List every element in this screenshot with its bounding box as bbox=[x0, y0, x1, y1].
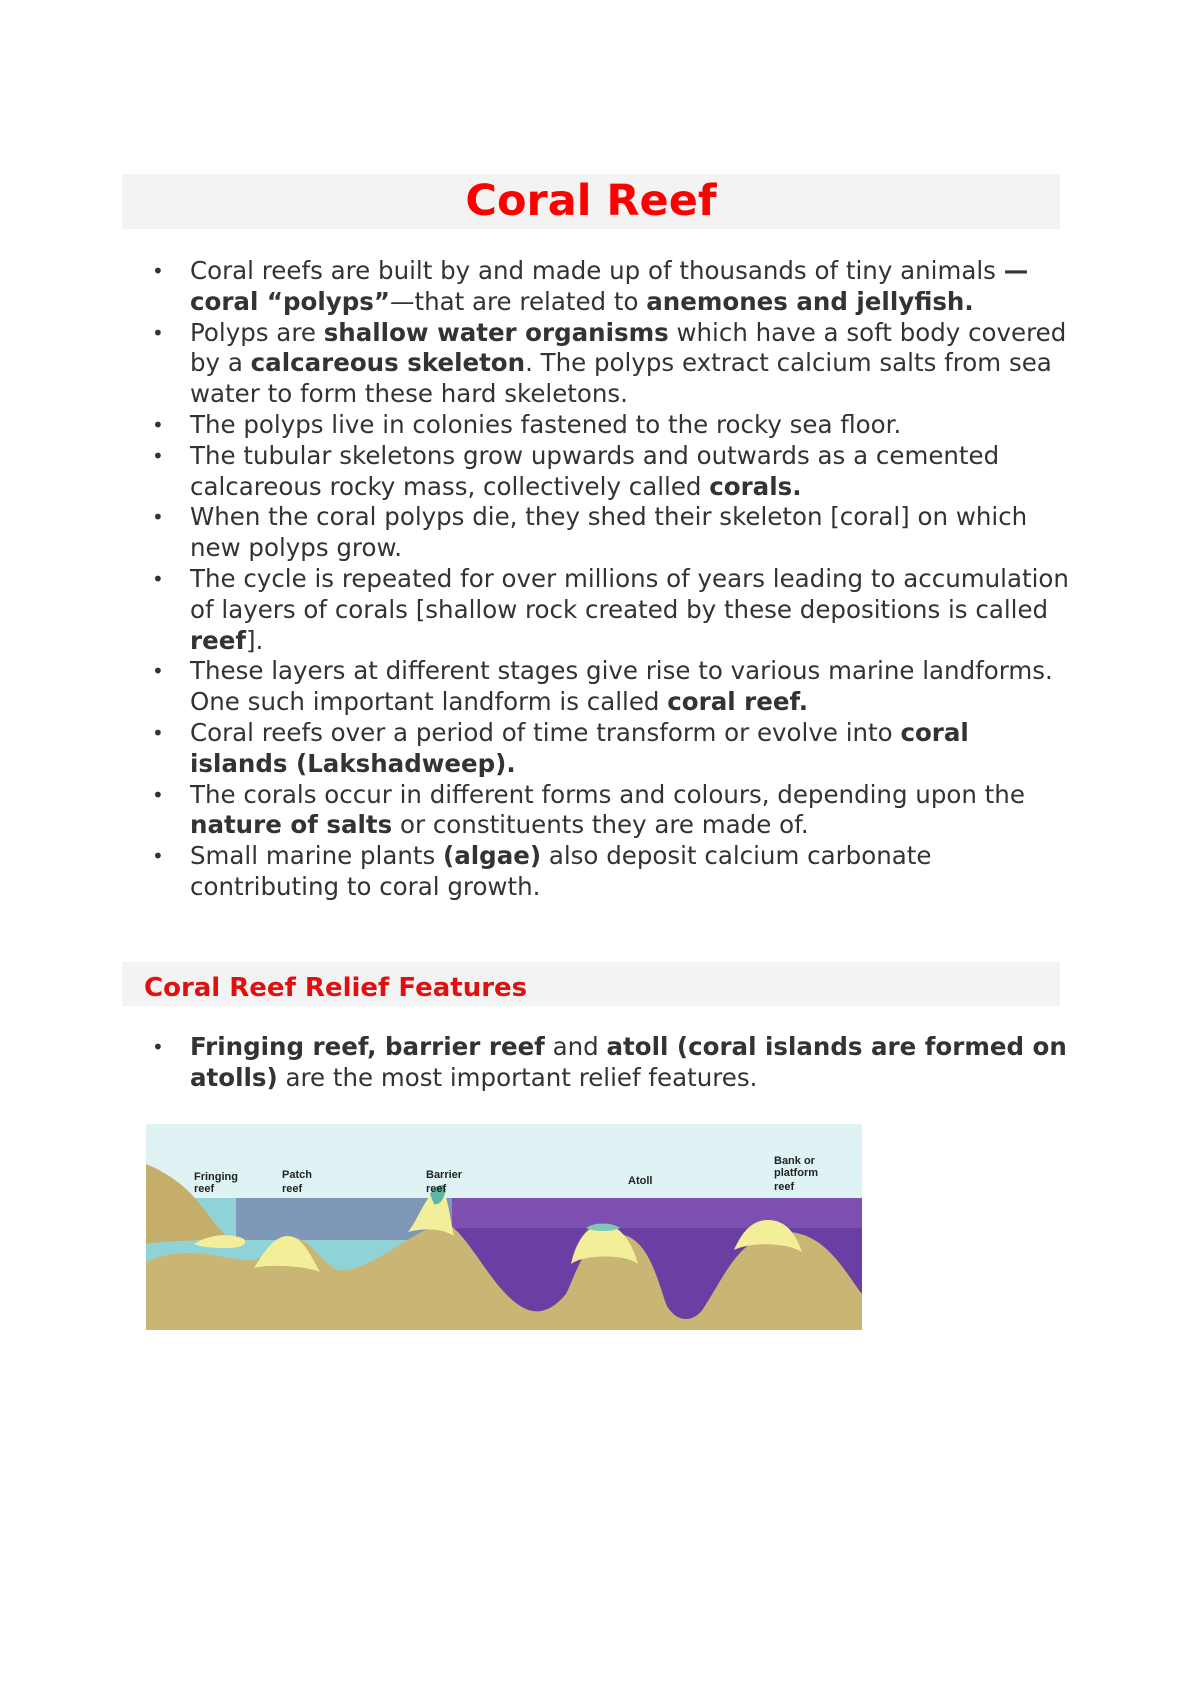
text-run: The cycle is repeated for over millions of years leading to accumulation of layers of corals [shallow rock created by these depositions is called bbox=[190, 563, 1069, 624]
label-patch-1: Patch bbox=[282, 1169, 312, 1181]
text-run: When the coral polyps die, they shed their skeleton [coral] on which new polyps grow. bbox=[190, 502, 1028, 563]
bold-text: corals. bbox=[709, 471, 802, 501]
bold-text: coral reef. bbox=[667, 687, 809, 717]
text-run: ]. bbox=[245, 625, 264, 655]
label-barrier-1: Barrier bbox=[426, 1169, 463, 1181]
bold-text: reef bbox=[190, 625, 246, 655]
label-bank-1: Bank or bbox=[774, 1155, 815, 1167]
text-run: The polyps live in colonies fastened to the rocky sea floor. bbox=[190, 409, 902, 439]
deep-ocean-surface-band bbox=[452, 1198, 862, 1228]
coral-reef-diagram bbox=[146, 1124, 862, 1330]
text-run: The corals occur in different forms and colours, depending upon the bbox=[190, 779, 1025, 809]
list-item bbox=[122, 410, 1072, 441]
label-atoll: Atoll bbox=[628, 1175, 653, 1187]
text-run: Coral reefs are built by and made up of thousands of tiny animals bbox=[190, 256, 1004, 285]
coral-facts-list bbox=[122, 256, 1072, 903]
bold-text: shallow water organisms bbox=[323, 317, 669, 347]
bold-text: (algae) bbox=[443, 841, 542, 871]
reef-cross-section-figure bbox=[146, 1124, 862, 1330]
text-run: —that are related to bbox=[389, 286, 647, 316]
text-run: also deposit calcium carbonate contributing to coral growth. bbox=[190, 841, 932, 901]
text-run: Small marine plants bbox=[190, 841, 444, 871]
label-patch-2: reef bbox=[282, 1183, 303, 1195]
label-bank-3: reef bbox=[774, 1181, 795, 1193]
text-run: Coral reefs over a period of time transform or evolve into bbox=[190, 717, 901, 747]
text-run: are the most important relief features. bbox=[277, 1062, 758, 1092]
list-item bbox=[122, 780, 1072, 842]
list-item bbox=[122, 1032, 1072, 1094]
list-item bbox=[122, 441, 1072, 503]
label-bank-2: platform bbox=[774, 1167, 818, 1179]
text-run: . The polyps extract calcium salts from sea water to form these hard skeletons. bbox=[190, 348, 1052, 409]
list-item bbox=[122, 841, 1072, 903]
section-heading: Coral Reef Relief Features bbox=[144, 973, 528, 1003]
text-run: The tubular skeletons grow upwards and outwards as a cemented calcareous rocky mass, collectively called bbox=[190, 440, 1000, 501]
relief-features-list bbox=[122, 1032, 1072, 1094]
bold-text: atoll (coral islands are formed on atolls) bbox=[190, 1032, 1067, 1092]
list-item bbox=[122, 656, 1072, 718]
text-run: which have a soft body covered by a bbox=[190, 317, 1067, 378]
label-barrier-2: reef bbox=[426, 1183, 447, 1195]
text-run: or constituents they are made of. bbox=[392, 810, 809, 840]
bold-text: —coral “polyps” bbox=[190, 256, 1029, 316]
title-banner bbox=[122, 174, 1060, 229]
text-run: These layers at different stages give rise to various marine landforms. One such important landform is called bbox=[190, 656, 1053, 717]
bold-text: calcareous skeleton bbox=[250, 348, 526, 378]
bold-text: coral islands (Lakshadweep). bbox=[190, 717, 969, 778]
list-item bbox=[122, 256, 1072, 318]
page-title: Coral Reef bbox=[465, 176, 717, 226]
list-item bbox=[122, 718, 1072, 780]
label-fringing-1: Fringing bbox=[194, 1171, 238, 1183]
label-fringing-2: reef bbox=[194, 1183, 215, 1195]
list-item bbox=[122, 502, 1072, 564]
list-item bbox=[122, 318, 1072, 410]
bold-text: nature of salts bbox=[190, 810, 393, 840]
text-run: and bbox=[544, 1032, 607, 1061]
subtitle-banner bbox=[122, 962, 1060, 1006]
list-item bbox=[122, 564, 1072, 656]
text-run: Polyps are bbox=[190, 317, 324, 347]
bold-text: anemones and jellyfish. bbox=[646, 286, 974, 316]
bold-text: Fringing reef, barrier reef bbox=[190, 1032, 545, 1061]
